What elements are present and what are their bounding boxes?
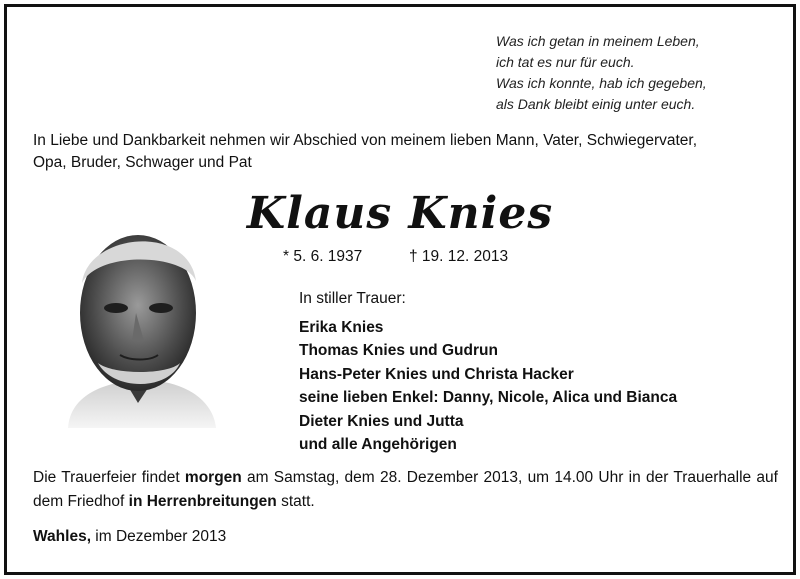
place-town: Wahles, — [33, 528, 91, 545]
poem-line: Was ich konnte, hab ich gegeben, — [496, 75, 707, 91]
birth-date: * 5. 6. 1937 — [283, 248, 363, 265]
intro-line: Opa, Bruder, Schwager und Pat — [33, 154, 252, 171]
mourner-line: und alle Angehörigen — [299, 436, 457, 453]
mourner-line: Dieter Knies und Jutta — [299, 412, 464, 430]
mourners-block — [299, 287, 677, 457]
poem — [496, 31, 707, 115]
mourner-line: Thomas Knies und Gudrun — [299, 342, 498, 359]
mourner-line: Erika Knies — [299, 318, 384, 336]
intro-line: In Liebe und Dankbarkeit nehmen wir Abschied von meinem lieben Mann, Vater, Schwiegervater, — [33, 132, 698, 149]
deceased-name: Klaus Knies — [246, 188, 554, 239]
poem-line: als Dank bleibt einig unter euch. — [496, 96, 696, 112]
poem-line: ich tat es nur für euch. — [496, 54, 635, 70]
mourner-line: Hans-Peter Knies und Christa Hacker — [299, 365, 574, 383]
mourners-label: In stiller Trauer: — [299, 290, 406, 307]
portrait-photo — [58, 213, 220, 428]
funeral-text: statt. — [276, 492, 315, 510]
funeral-text: am Samstag, dem 28. Dezember 2013, um 14.00 Uhr in der Trauerhalle auf dem Friedhof — [33, 469, 778, 510]
mourner-line: seine lieben Enkel: Danny, Nicole, Alica und Bianca — [299, 389, 678, 406]
funeral-location: in Herrenbreitungen — [128, 492, 277, 510]
funeral-day: morgen — [184, 469, 242, 486]
place-date — [33, 528, 226, 546]
death-date: † 19. 12. 2013 — [409, 248, 509, 265]
place-month: im Dezember 2013 — [91, 528, 227, 545]
poem-line: Was ich getan in meinem Leben, — [496, 33, 700, 49]
intro-text — [33, 130, 778, 174]
funeral-text: Die Trauerfeier findet — [33, 469, 185, 486]
funeral-notice — [33, 466, 778, 513]
